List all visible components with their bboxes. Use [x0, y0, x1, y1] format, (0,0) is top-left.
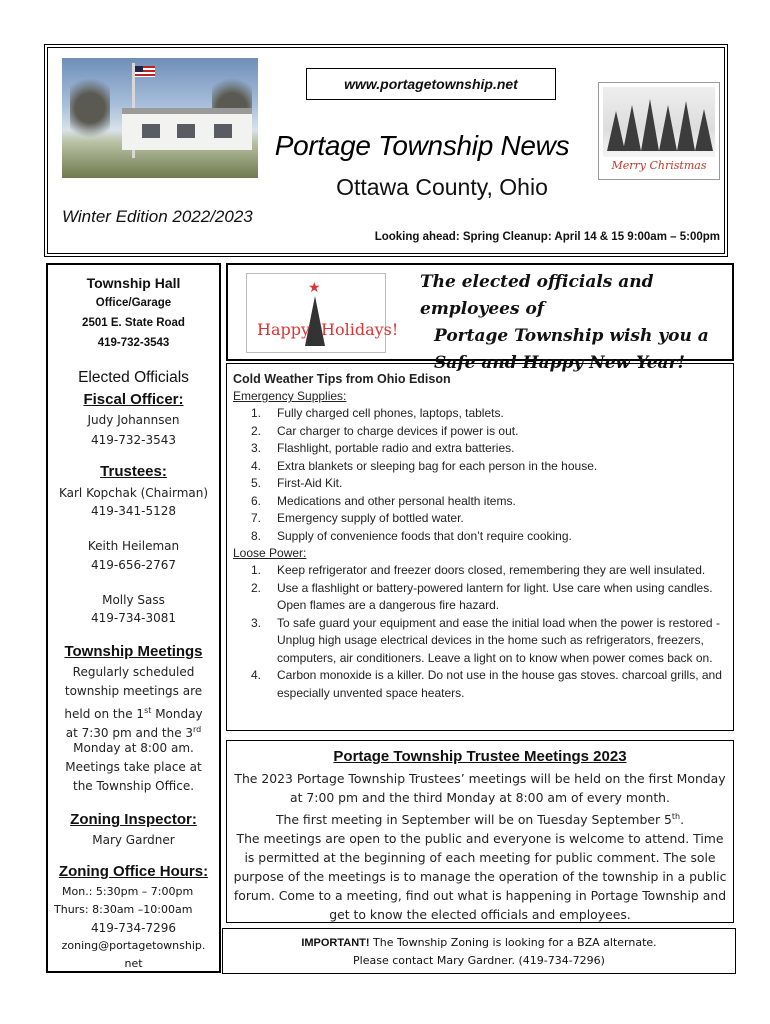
tree-graphic [70, 78, 110, 153]
meetings-text: the Township Office. [72, 779, 195, 793]
trustee-meetings-para: The meetings are open to the public and everyone is welcome to attend. Time is permitted at the beginning of each meeting for public comment. The sole purpose of the meetings is to manage the operation of the township in a public forum. Come to a meeting, find out what is happening in Portage Township and get to know the elected officials and employees. [233, 831, 727, 923]
trustee-phone: 419-341-5128 [90, 504, 176, 518]
trustee-meetings-2023 [226, 740, 734, 923]
important-label: IMPORTANT! [301, 937, 370, 949]
holiday-message-line: Portage Township wish you a [434, 326, 709, 346]
merry-christmas-caption: Merry Christmas [611, 159, 707, 172]
edition-label: Winter Edition 2022/2023 [62, 207, 253, 226]
meetings-text: Monday at 8:00 am. [73, 741, 194, 755]
township-hall-heading: Township Hall [86, 275, 181, 291]
website-url[interactable]: www.portagetownship.net [306, 68, 556, 100]
trustee-meetings-para: The first meeting in September will be on Tuesday September 5th. [275, 812, 685, 828]
list-item: 7. Emergency supply of bottled water. [251, 511, 464, 525]
sidebar-contacts [46, 263, 221, 973]
looking-ahead-notice: Looking ahead: Spring Cleanup: April 14 & 15 9:00am – 5:00pm [374, 231, 720, 243]
trustee-phone: 419-734-3081 [90, 611, 176, 625]
elected-officials-heading: Elected Officials [78, 369, 189, 386]
masthead [44, 44, 728, 257]
holiday-message-line: The elected officials and employees of [420, 272, 654, 319]
happy-holidays-image [246, 273, 399, 353]
cold-weather-tips [226, 363, 734, 731]
newsletter-subtitle: Ottawa County, Ohio [336, 174, 548, 200]
trustee-name: Molly Sass [102, 593, 165, 607]
loose-power-heading: Loose Power: [233, 546, 307, 560]
list-item: 2. Car charger to charge devices if power is out. [251, 423, 519, 438]
important-line: IMPORTANT! The Township Zoning is looking for a BZA alternate. [301, 936, 657, 949]
emergency-supplies-heading: Emergency Supplies: [233, 389, 347, 403]
meetings-text: held on the 1st Monday [64, 706, 203, 721]
hall-address: 2501 E. State Road [82, 317, 185, 329]
list-item: 4. Carbon monoxide is a killer. Do not use in the house gas stoves. charcoal grills, and especially unvented space heaters. [251, 668, 722, 700]
holiday-message-line: Safe and Happy New Year! [434, 353, 685, 373]
list-item: 5. First-Aid Kit. [251, 476, 343, 490]
holiday-greeting [226, 263, 734, 373]
township-meetings-heading: Township Meetings [64, 643, 203, 660]
building-graphic [122, 108, 252, 150]
hall-phone: 419-732-3543 [97, 337, 170, 349]
important-notice [222, 928, 736, 974]
important-line: Please contact Mary Gardner. (419-734-7296) [353, 954, 605, 967]
list-item: 3. Flashlight, portable radio and extra batteries. [251, 441, 515, 455]
meetings-text: Regularly scheduled [72, 665, 195, 679]
list-item: 3. To safe guard your equipment and ease the initial load when the power is restored - Unplug high usage electrical devices in the home such as refrigerators, freezers, computers, air conditioners. Leave a light on to know when power comes back on. [251, 615, 720, 665]
zoning-hours-heading: Zoning Office Hours: [58, 863, 209, 880]
fiscal-officer-name: Judy Johannsen [87, 413, 180, 427]
trustee-name: Keith Heileman [87, 539, 180, 553]
township-hall-photo [62, 58, 258, 178]
zoning-email[interactable]: zoning@portagetownship. [61, 939, 206, 952]
power-list [233, 562, 733, 702]
merry-christmas-image [598, 82, 720, 180]
fiscal-officer-phone: 419-732-3543 [90, 433, 176, 447]
zoning-phone: 419-734-7296 [90, 921, 176, 935]
meetings-text: at 7:30 pm and the 3rd [65, 725, 202, 740]
zoning-email-continued[interactable]: net [124, 957, 143, 970]
newsletter-title: Portage Township News [274, 130, 570, 161]
trustee-meetings-title: Portage Township Trustee Meetings 2023 [333, 748, 627, 765]
zoning-inspector-name: Mary Gardner [92, 833, 175, 847]
holiday-message [396, 269, 726, 377]
flag-icon [135, 66, 155, 77]
list-item: 1. Fully charged cell phones, laptops, tablets. [251, 406, 504, 420]
supplies-list [233, 405, 733, 545]
list-item: 2. Use a flashlight or battery-powered lantern for light. Use care when using candles. Open flames are a dangerous fire hazard. [251, 580, 713, 612]
star-icon: ★ [308, 280, 321, 296]
list-item: 1. Keep refrigerator and freezer doors closed, remembering they are well insulated. [251, 563, 706, 577]
list-item: 4. Extra blankets or sleeping bag for each person in the house. [251, 458, 598, 473]
hall-subheading: Office/Garage [95, 297, 172, 309]
meetings-text: Meetings take place at [65, 760, 202, 774]
zoning-hours-thursday: Thurs: 8:30am –10:00am [54, 903, 193, 916]
list-item: 8. Supply of convenience foods that don’t require cooking. [251, 528, 572, 543]
happy-text: Happy [257, 320, 311, 339]
zoning-hours-monday: Mon.: 5:30pm – 7:00pm [62, 885, 194, 898]
trustees-heading: Trustees: [100, 463, 167, 480]
tips-title: Cold Weather Tips from Ohio Edison [233, 372, 451, 386]
snowy-trees-graphic [603, 87, 715, 157]
trustee-phone: 419-656-2767 [90, 558, 176, 572]
meetings-text: township meetings are [64, 684, 203, 698]
zoning-inspector-heading: Zoning Inspector: [70, 811, 197, 828]
trustee-meetings-para: The 2023 Portage Township Trustees’ meetings will be held on the first Monday at 7:00 pm and the third Monday at 8:00 am of every month. [234, 771, 726, 805]
trustee-name: Karl Kopchak (Chairman) [58, 486, 209, 500]
holidays-text: Holidays! [321, 320, 399, 339]
list-item: 6. Medications and other personal health items. [251, 493, 516, 508]
fiscal-officer-heading: Fiscal Officer: [83, 391, 184, 408]
